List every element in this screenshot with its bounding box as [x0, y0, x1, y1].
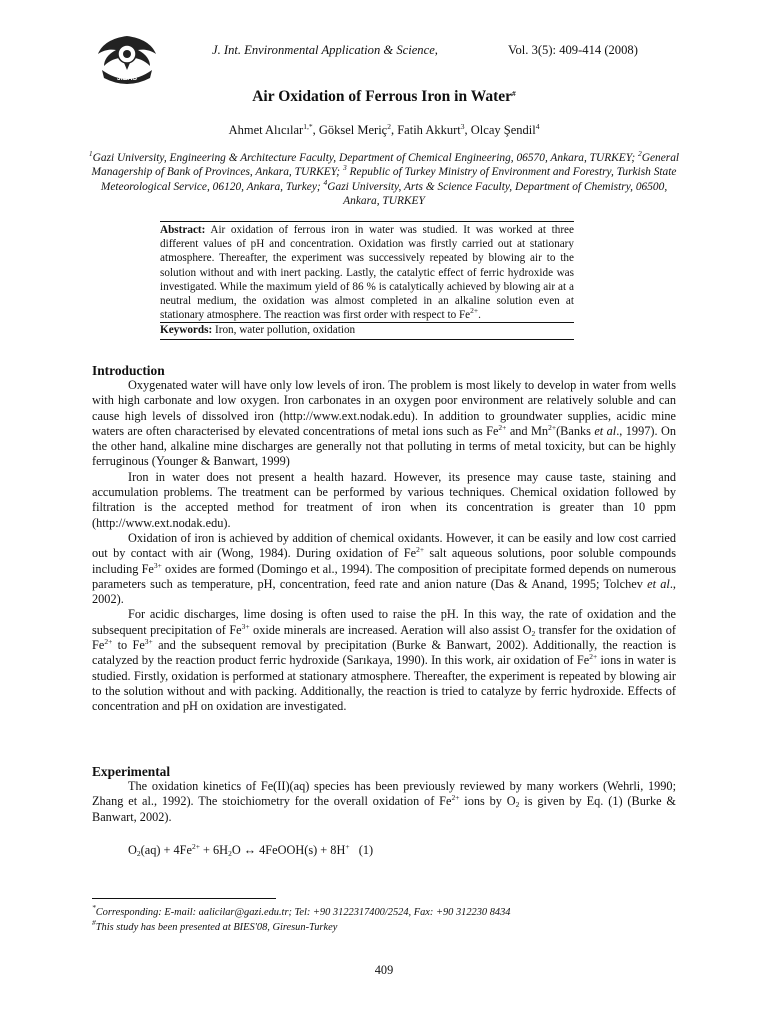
author-name: Göksel Meriç — [318, 123, 388, 137]
equation-1: $O_2(aq) + 4Fe^{2+} + 6H_2O$ ↔ 4FeOOH(s) + 8H+ (1) — [128, 842, 374, 858]
author-name: Olcay Şendil — [470, 123, 536, 137]
keywords: Keywords: Iron, water pollution, oxidation — [160, 322, 574, 337]
introduction-body — [92, 378, 676, 715]
footnote-presented: #This study has been presented at BIES'08, Giresun-Turkey — [92, 918, 338, 933]
section-heading-experimental: Experimental — [92, 764, 171, 779]
author-mark: 4 — [535, 122, 540, 131]
keywords-label: Keywords: — [160, 324, 213, 337]
journal-volume: Vol. 3(5): 409-414 (2008) — [508, 43, 638, 57]
paragraph: Iron in water does not present a health hazard. However, its presence may cause taste, staining and accumulation problems. The treatment can be performed by various techniques. Chemical oxidation followed by filtration is the accepted method for treatment of iron when its concentration is greater than 10 ppm (http://www.ext.nodak.edu). — [92, 469, 676, 530]
experimental-body — [92, 779, 676, 825]
author-mark: 3 — [460, 122, 465, 131]
logo-text: JIEAS — [116, 75, 138, 82]
footnote-divider — [92, 898, 276, 899]
paper-title — [0, 88, 768, 106]
paragraph: For acidic discharges, lime dosing is often used to raise the pH. In this way, the rate of oxidation and the subsequent precipitation of $Fe^{3+}$ oxide minerals are increased. Aeration will also assist $O_2$ transfer for the oxidation of $Fe^{2+}$ to $Fe^{3+}$ and the subsequent removal by precipitation (Burke & Banwart, 2002). Additionally, the reaction is catalyzed by the reaction product ferric hydroxide (Sarıkaya, 1990). In this work, air oxidation of $Fe^{2+}$ ions in water is studied. Firstly, oxidation is performed at stationary atmosphere. Thereafter, the experiment is repeated by blowing air to the solution without and with packing. Additionally, the reaction is tried to catalyze by ferric hydroxide. Effects of concentration and pH on oxidation are investigated. — [92, 607, 677, 714]
author-mark: 2 — [387, 122, 391, 131]
journal-logo — [92, 30, 162, 88]
abstract: Abstract: Air oxidation of ferrous iron in water was studied. It was worked at three different values of pH and concentration. Oxidation was firstly carried out at stationary atmosphere. Thereafter, the experiment was successively repeated by blowing air to the solution without and with inert packing. Lastly, the catalytic effect of ferric hydroxide was investigated. While the maximum yield of 86 % is catalytically achieved by blowing air at a neutral medium, the oxidation was almost completed in an alkaline solution even at stationary atmosphere. The reaction was first order with respect to $Fe^{2+}$. — [160, 224, 574, 322]
section-heading-introduction: Introduction — [92, 363, 165, 378]
journal-name: J. Int. Environmental Application & Science, — [212, 43, 438, 57]
paragraph: The oxidation kinetics of Fe(II)(aq) species has been previously reviewed by many workers (Wehrli, 1990; Zhang et al., 1992). The stoichiometry for the overall oxidation of $Fe^{2+}$ ions by $O_2$ is given by Eq. (1) (Burke & Banwart, 2002). — [92, 779, 676, 824]
title-text: Air Oxidation of Ferrous Iron in Water — [252, 88, 513, 105]
author-list: Ahmet Alıcılar$^{1,*}$, Göksel Meriç$^2$, Fatih Akkurt$^3$, Olcay Şendil$^4$ — [228, 122, 540, 137]
abstract-box — [160, 221, 574, 340]
author-name: Fatih Akkurt — [397, 123, 461, 137]
author-mark: 1,* — [303, 122, 313, 131]
author-name: Ahmet Alıcılar — [228, 123, 304, 137]
paragraph: Oxygenated water will have only low levels of iron. The problem is most likely to develop in water from wells with high carbonate and low oxygen. Iron carbonates in an oxygen poor environment are relatively soluble and can cause high levels of dissolved iron (http://www.ext.nodak.edu). In addition to groundwater supplies, acidic mine waters are often characterised by elevated concentrations of metal ions such as $Fe^{2+}$ and $Mn^{2+}(Banks$ et al., 1997). On the other hand, alkaline mine discharges are generally not that polluting in terms of metal toxicity, but can be highly ferruginous (Younger & Banwart, 1999) — [92, 378, 676, 469]
footnote-corresponding: *Corresponding: E-mail: aalicilar@gazi.edu.tr; Tel: +90 3122317400/2524, Fax: +90 312230 8434 — [92, 903, 511, 918]
affiliations: $^1$Gazi University, Engineering & Architecture Faculty, Department of Chemical Engineering, 06570, Ankara, TURKEY; $^2$General Managership of Bank of Provinces, Ankara, TURKEY; $^3$ Republic of Turkey Ministry of Environment and Forestry, Turkish State Meteorological Service, 06120, Ankara, Turkey; $^4$Gazi University, Arts & Science Faculty, Department of Chemistry, 06500, Ankara, TURKEY — [88, 149, 680, 208]
page-number: 409 — [374, 963, 394, 977]
title-mark: # — [512, 89, 516, 98]
abstract-label: Abstract: — [160, 224, 206, 236]
paragraph: Oxidation of iron is achieved by addition of chemical oxidants. However, it can be easily and low cost carried out by contact with air (Wong, 1984). During oxidation of $Fe^{2+}$ salt aqueous solutions, poor soluble compounds including $Fe^{3+}$ oxides are formed (Domingo et al., 1994). The composition of precipitate formed depends on numerous parameters such as temperature, pH, concentration, feed rate and anion nature (Das & Anand, 1995; Tolchev et al., 2002). — [92, 530, 676, 607]
